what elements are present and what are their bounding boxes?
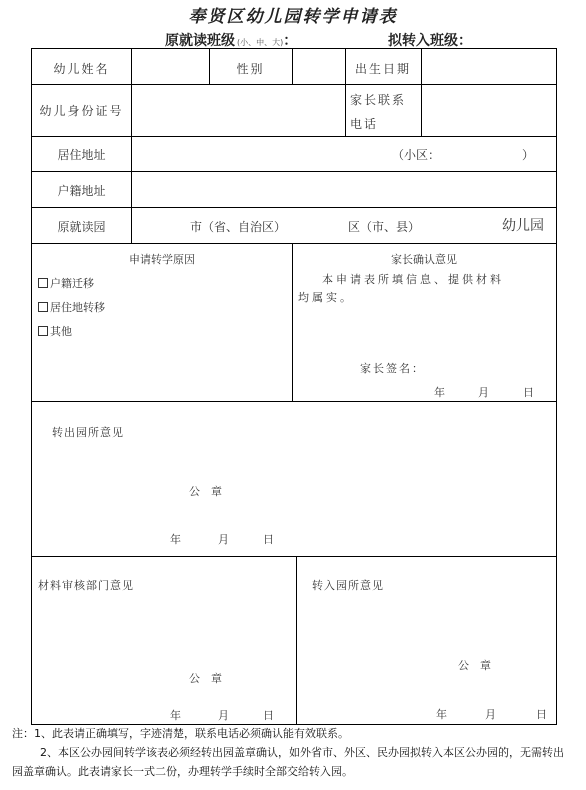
parent-phone-label-line2: 电话 <box>350 117 379 131</box>
id-number-field[interactable] <box>131 84 345 136</box>
household-field[interactable] <box>131 171 556 207</box>
parent-confirm-year: 年 <box>434 386 445 399</box>
district-county-label: 区（市、县） <box>348 220 421 234</box>
transfer-in-month: 月 <box>485 708 496 721</box>
transfer-out-month: 月 <box>218 533 229 546</box>
original-class-colon: ： <box>283 33 298 49</box>
id-number-label: 幼儿身份证号 <box>39 104 124 118</box>
checkbox-icon <box>38 302 48 312</box>
birth-date-field[interactable] <box>421 49 556 84</box>
transfer-in-seal: 公 章 <box>458 659 491 672</box>
parent-confirm-day: 日 <box>523 386 534 399</box>
note-1: 注：1、此表请正确填写，字迹清楚，联系电话必须确认能有效联系。 <box>12 727 349 740</box>
gender-field[interactable] <box>292 49 345 84</box>
parent-phone-field[interactable] <box>421 84 556 136</box>
parent-confirm-month: 月 <box>478 386 489 399</box>
application-form-table <box>31 48 557 725</box>
target-class-label: 拟转入班级： <box>388 33 472 49</box>
reason-option-household[interactable]: 户籍迁移 <box>38 275 94 291</box>
community-label: （小区： <box>392 148 441 162</box>
form-title: 奉贤区幼儿园转学申请表 <box>188 7 398 27</box>
reason-heading: 申请转学原因 <box>129 253 195 266</box>
transfer-out-heading: 转出园所意见 <box>52 426 124 439</box>
material-review-day: 日 <box>263 709 274 722</box>
transfer-out-year: 年 <box>170 533 181 546</box>
material-review-year: 年 <box>170 709 181 722</box>
original-class-hint: (小、中、大) <box>237 38 284 47</box>
original-class-field <box>165 30 297 50</box>
parent-signature-field[interactable] <box>297 349 556 379</box>
city-province-label: 市（省、自治区） <box>190 220 287 234</box>
original-kindergarten-label: 原就读园 <box>57 220 106 234</box>
parent-phone-label-line1: 家长联系 <box>350 93 407 107</box>
checkbox-icon <box>38 326 48 336</box>
reason-option-residence[interactable]: 居住地转移 <box>38 299 105 315</box>
original-class-label: 原就读班级 <box>165 33 235 49</box>
transfer-in-heading: 转入园所意见 <box>312 579 384 592</box>
notes <box>12 724 572 781</box>
residence-label: 居住地址 <box>57 148 106 162</box>
transfer-out-seal: 公 章 <box>189 485 222 498</box>
gender-label: 性别 <box>236 62 265 76</box>
transfer-in-day: 日 <box>536 708 547 721</box>
note-2: 2、本区公办园间转学该表必须经转出园盖章确认，如外省市、外区、民办园拟转入本区公办园的，无需转出园盖章确认。此表请家长一式二份，办理转学手续时全部交给转入园。 <box>12 746 564 778</box>
kindergarten-suffix: 幼儿园 <box>502 218 544 234</box>
residence-field[interactable] <box>131 136 556 171</box>
transfer-out-day: 日 <box>263 533 274 546</box>
child-name-label: 幼儿姓名 <box>53 62 110 76</box>
community-close: ） <box>522 148 535 162</box>
checkbox-icon <box>38 278 48 288</box>
material-review-heading: 材料审核部门意见 <box>38 579 134 592</box>
parent-signature-label: 家长签名： <box>360 362 425 375</box>
child-name-field[interactable] <box>131 49 209 84</box>
parent-confirm-statement-line2: 均属实。 <box>298 291 354 304</box>
material-review-month: 月 <box>218 709 229 722</box>
material-review-seal: 公 章 <box>189 672 222 685</box>
transfer-in-year: 年 <box>436 708 447 721</box>
reason-option-other[interactable]: 其他 <box>38 323 72 339</box>
parent-confirm-statement-line1: 本申请表所填信息、提供材料 <box>322 273 504 286</box>
birth-date-label: 出生日期 <box>354 62 411 76</box>
parent-confirm-heading: 家长确认意见 <box>391 253 457 266</box>
household-label: 户籍地址 <box>57 184 106 198</box>
